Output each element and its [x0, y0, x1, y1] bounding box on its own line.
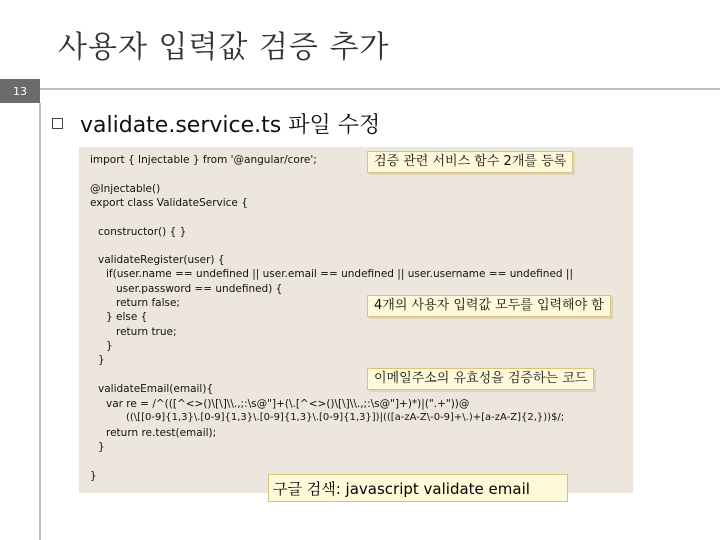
code-line: var re = /^(([^<>()\[\]\\.,;:\s@"]+(\.[^<>()\[\]\\.,;:\s@"]+)*)|(".+"))@ [106, 398, 470, 410]
code-line: } [106, 340, 113, 352]
square-bullet-icon [52, 118, 63, 129]
note-all-inputs: 4개의 사용자 입력값 모두를 입력해야 함 [367, 295, 611, 317]
left-rule [39, 103, 41, 540]
code-block [79, 147, 633, 493]
code-line: user.password == undefined) { [116, 283, 283, 295]
code-line: return re.test(email); [106, 427, 217, 439]
code-line: } [98, 441, 105, 453]
code-line: return true; [116, 326, 177, 338]
section-heading: validate.service.ts 파일 수정 [80, 113, 381, 138]
code-line: } [90, 470, 97, 482]
code-line: validateEmail(email){ [98, 383, 214, 395]
code-line: import { Injectable } from '@angular/core'; [90, 154, 317, 166]
code-line: @Injectable() [90, 183, 161, 195]
note-google-search: 구글 검색: javascript validate email [268, 474, 568, 502]
code-line: if(user.name == undefined || user.email == undefined || user.username == undefined || [106, 268, 573, 280]
code-line: return false; [116, 297, 180, 309]
slide-title: 사용자 입력값 검증 추가 [58, 30, 390, 65]
note-register-service: 검증 관련 서비스 함수 2개를 등록 [367, 151, 573, 173]
code-line: } else { [106, 311, 148, 323]
page-number: 13 [0, 79, 40, 103]
title-divider [0, 88, 720, 90]
code-line: ((\[[0-9]{1,3}\.[0-9]{1,3}\.[0-9]{1,3}\.[0-9]{1,3}])|(([a-zA-Z\-0-9]+\.)+[a-zA-Z]{2,}))$/; [126, 412, 565, 423]
code-line: validateRegister(user) { [98, 254, 225, 266]
code-line: } [98, 354, 105, 366]
code-line: export class ValidateService { [90, 197, 248, 209]
code-line: constructor() { } [98, 226, 187, 238]
note-email-check: 이메일주소의 유효성을 검증하는 코드 [367, 368, 594, 390]
